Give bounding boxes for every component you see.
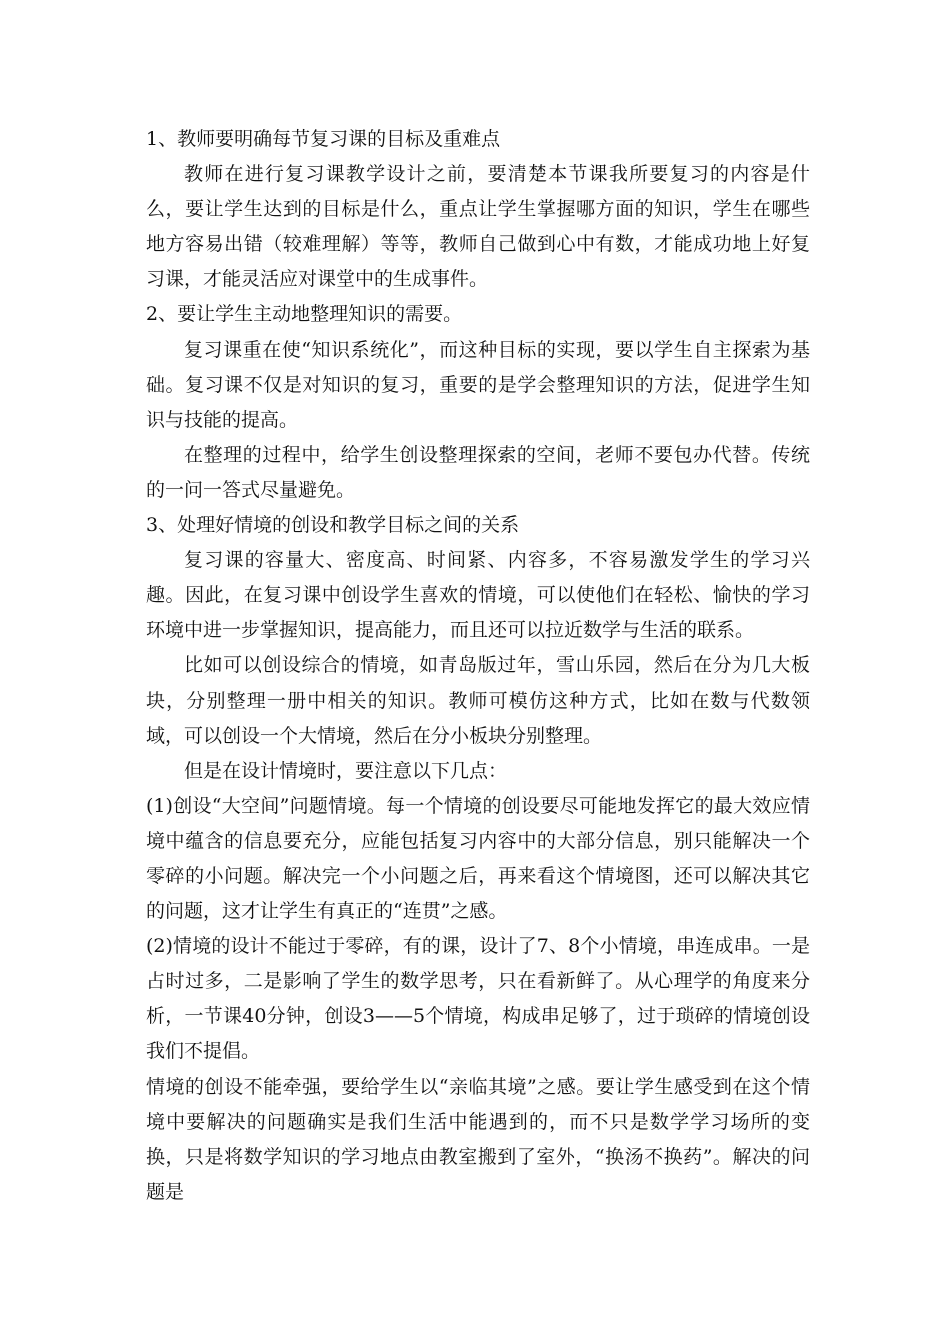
section-heading-3: 3、处理好情境的创设和教学目标之间的关系 bbox=[146, 514, 520, 537]
paragraph-systematize: 复习课重在使“知识系统化”，而这种目标的实现，要以学生自主探索为基础。复习课不仅是对知识的复习，重要的是学会整理知识的方法，促进学生知识与技能的提高。 bbox=[146, 338, 810, 431]
section-heading-1: 1、教师要明确每节复习课的目标及重难点 bbox=[146, 128, 501, 150]
paragraph-situation-example: 比如可以创设综合的情境，如青岛版过年，雪山乐园，然后在分为几大板块，分别整理一册中相关的知识。教师可模仿这种方式，比如在数与代数领域，可以创设一个大情境，然后在分小板块分别整理。 bbox=[146, 654, 810, 747]
document-body bbox=[146, 122, 810, 1210]
paragraph-notes-intro: 但是在设计情境时，要注意以下几点： bbox=[184, 759, 508, 782]
list-item-1: (1)创设“大空间”问题情境。每一个情境的创设要尽可能地发挥它的最大效应情境中蕴含的信息要充分，应能包括复习内容中的大部分信息，别只能解决一个零碎的小问题。解决完一个小问题之后，再来看这个情境图，还可以解决其它的问题，这才让学生有真正的“连贯”之感。 bbox=[146, 794, 810, 923]
list-item-2: (2)情境的设计不能过于零碎，有的课，设计了7、8个小情境，串连成串。一是占时过多，二是影响了学生的数学思考，只在看新鲜了。从心理学的角度来分析，一节课40分钟，创设3——5个情境，构成串足够了，过于琐碎的情境创设我们不提倡。 bbox=[146, 935, 810, 1063]
paragraph-not-forced: 情境的创设不能牵强，要给学生以“亲临其境”之感。要让学生感受到在这个情境中要解决的问题确实是我们生活中能遇到的，而不只是数学学习场所的变换，只是将数学知识的学习地点由教室搬到了室外，“换汤不换药”。解决的问题是 bbox=[146, 1075, 810, 1203]
paragraph-situation-interest: 复习课的容量大、密度高、时间紧、内容多，不容易激发学生的学习兴趣。因此，在复习课中创设学生喜欢的情境，可以使他们在轻松、愉快的学习环境中进一步掌握知识，提高能力，而且还可以拉近数学与生活的联系。 bbox=[146, 549, 810, 642]
section-heading-2: 2、要让学生主动地整理知识的需要。 bbox=[146, 303, 463, 326]
paragraph-goals: 教师在进行复习课教学设计之前，要清楚本节课我所要复习的内容是什么，要让学生达到的目标是什么，重点让学生掌握哪方面的知识，学生在哪些地方容易出错（较难理解）等等，教师自己做到心中有数，才能成功地上好复习课，才能灵活应对课堂中的生成事件。 bbox=[146, 163, 810, 291]
paragraph-space: 在整理的过程中，给学生创设整理探索的空间，老师不要包办代替。传统的一问一答式尽量避免。 bbox=[146, 443, 810, 501]
